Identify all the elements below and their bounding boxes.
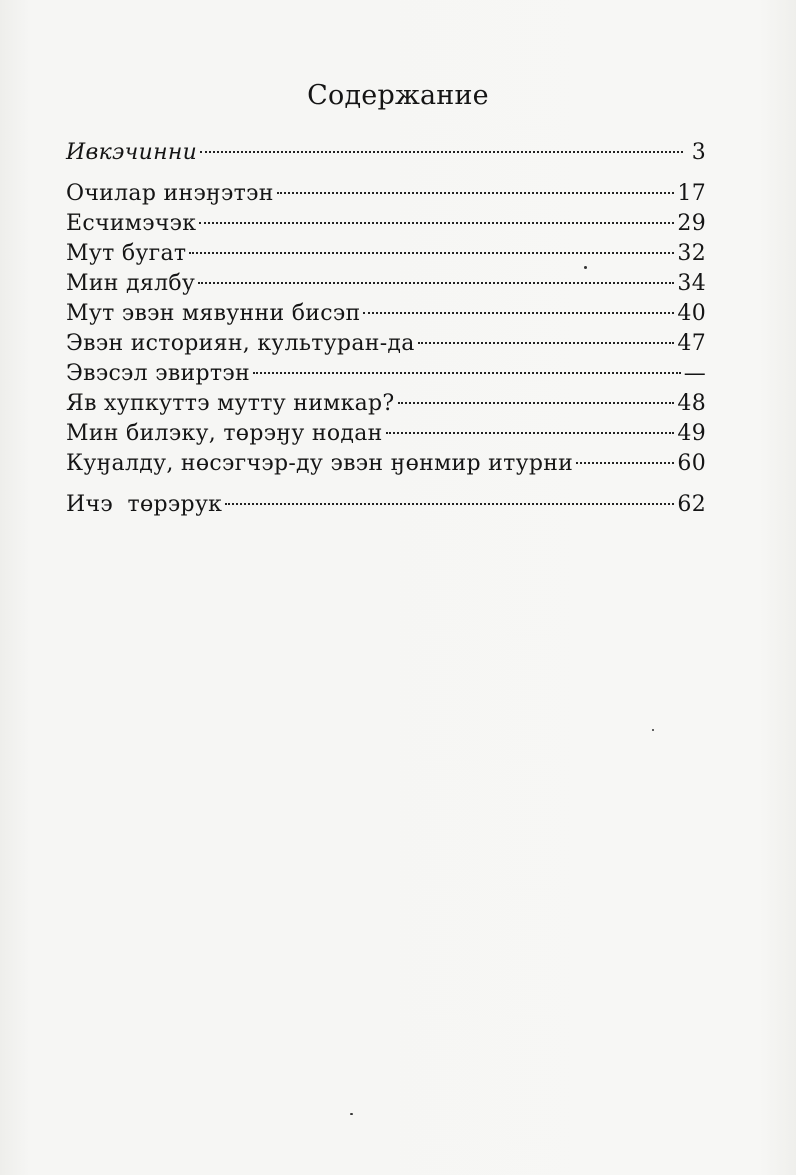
toc-entry bbox=[66, 179, 706, 209]
toc-entry-page: 17 bbox=[677, 181, 706, 206]
toc-entry-page: 40 bbox=[677, 301, 706, 326]
toc-entry-page: 49 bbox=[677, 421, 706, 446]
dot-leader bbox=[576, 461, 674, 464]
scan-speck bbox=[652, 729, 654, 731]
toc-entry bbox=[66, 449, 706, 479]
toc-entry-page: 3 bbox=[691, 140, 706, 165]
toc-entry-label: Эвэн историян, культуран-да bbox=[66, 331, 415, 356]
dot-leader bbox=[200, 150, 683, 153]
toc-entry-label: Куӈалду, нөсэгчэр-ду эвэн ӈөнмир итурни bbox=[66, 451, 574, 476]
dot-leader bbox=[418, 341, 675, 344]
toc-entry-page: 62 bbox=[677, 492, 706, 517]
page-title: Содержание bbox=[307, 80, 489, 111]
toc-entry-label: Яв хупкуттэ мутту нимкар? bbox=[66, 391, 395, 416]
toc-entry bbox=[66, 138, 706, 168]
toc-entry bbox=[66, 329, 706, 359]
toc-entry-label: Ичэ төрэрук bbox=[66, 492, 223, 517]
toc-entry-page: 48 bbox=[677, 391, 706, 416]
toc-entry bbox=[66, 269, 706, 299]
toc-entry bbox=[66, 209, 706, 239]
toc-entry bbox=[66, 359, 706, 389]
dot-leader bbox=[363, 311, 674, 314]
toc-entry bbox=[66, 239, 706, 269]
toc-entry-label: Мут эвэн мявунни бисэп bbox=[66, 301, 361, 326]
toc-entry-label: Мин дялбу bbox=[66, 271, 196, 296]
dot-leader bbox=[398, 401, 675, 404]
scan-speck bbox=[584, 266, 587, 269]
dot-leader bbox=[277, 191, 675, 194]
scan-speck bbox=[350, 1113, 353, 1115]
table-of-contents bbox=[66, 138, 706, 520]
toc-entry-label: Эвэсэл эвиртэн bbox=[66, 361, 250, 386]
dot-leader bbox=[253, 371, 681, 374]
toc-entry bbox=[66, 389, 706, 419]
toc-entry-page: 47 bbox=[677, 331, 706, 356]
dot-leader bbox=[386, 431, 675, 434]
dot-leader bbox=[198, 281, 674, 284]
toc-entry bbox=[66, 490, 706, 520]
toc-entry-page: 34 bbox=[677, 271, 706, 296]
dot-leader bbox=[199, 221, 674, 224]
dot-leader bbox=[225, 502, 674, 505]
toc-entry-label: Мут бугат bbox=[66, 241, 187, 266]
toc-entry bbox=[66, 419, 706, 449]
toc-entry-page: 32 bbox=[677, 241, 706, 266]
toc-entry-label: Ивкэчинни bbox=[66, 140, 198, 165]
toc-entry-label: Очилар инэӈэтэн bbox=[66, 181, 274, 206]
toc-entry-page: — bbox=[683, 361, 706, 386]
toc-entry-label: Мин билэку, төрэӈу нодан bbox=[66, 421, 383, 446]
dot-leader bbox=[189, 251, 674, 254]
toc-entry-page: 60 bbox=[677, 451, 706, 476]
toc-entry bbox=[66, 299, 706, 329]
toc-entry-page: 29 bbox=[677, 211, 706, 236]
toc-entry-label: Есчимэчэк bbox=[66, 211, 197, 236]
